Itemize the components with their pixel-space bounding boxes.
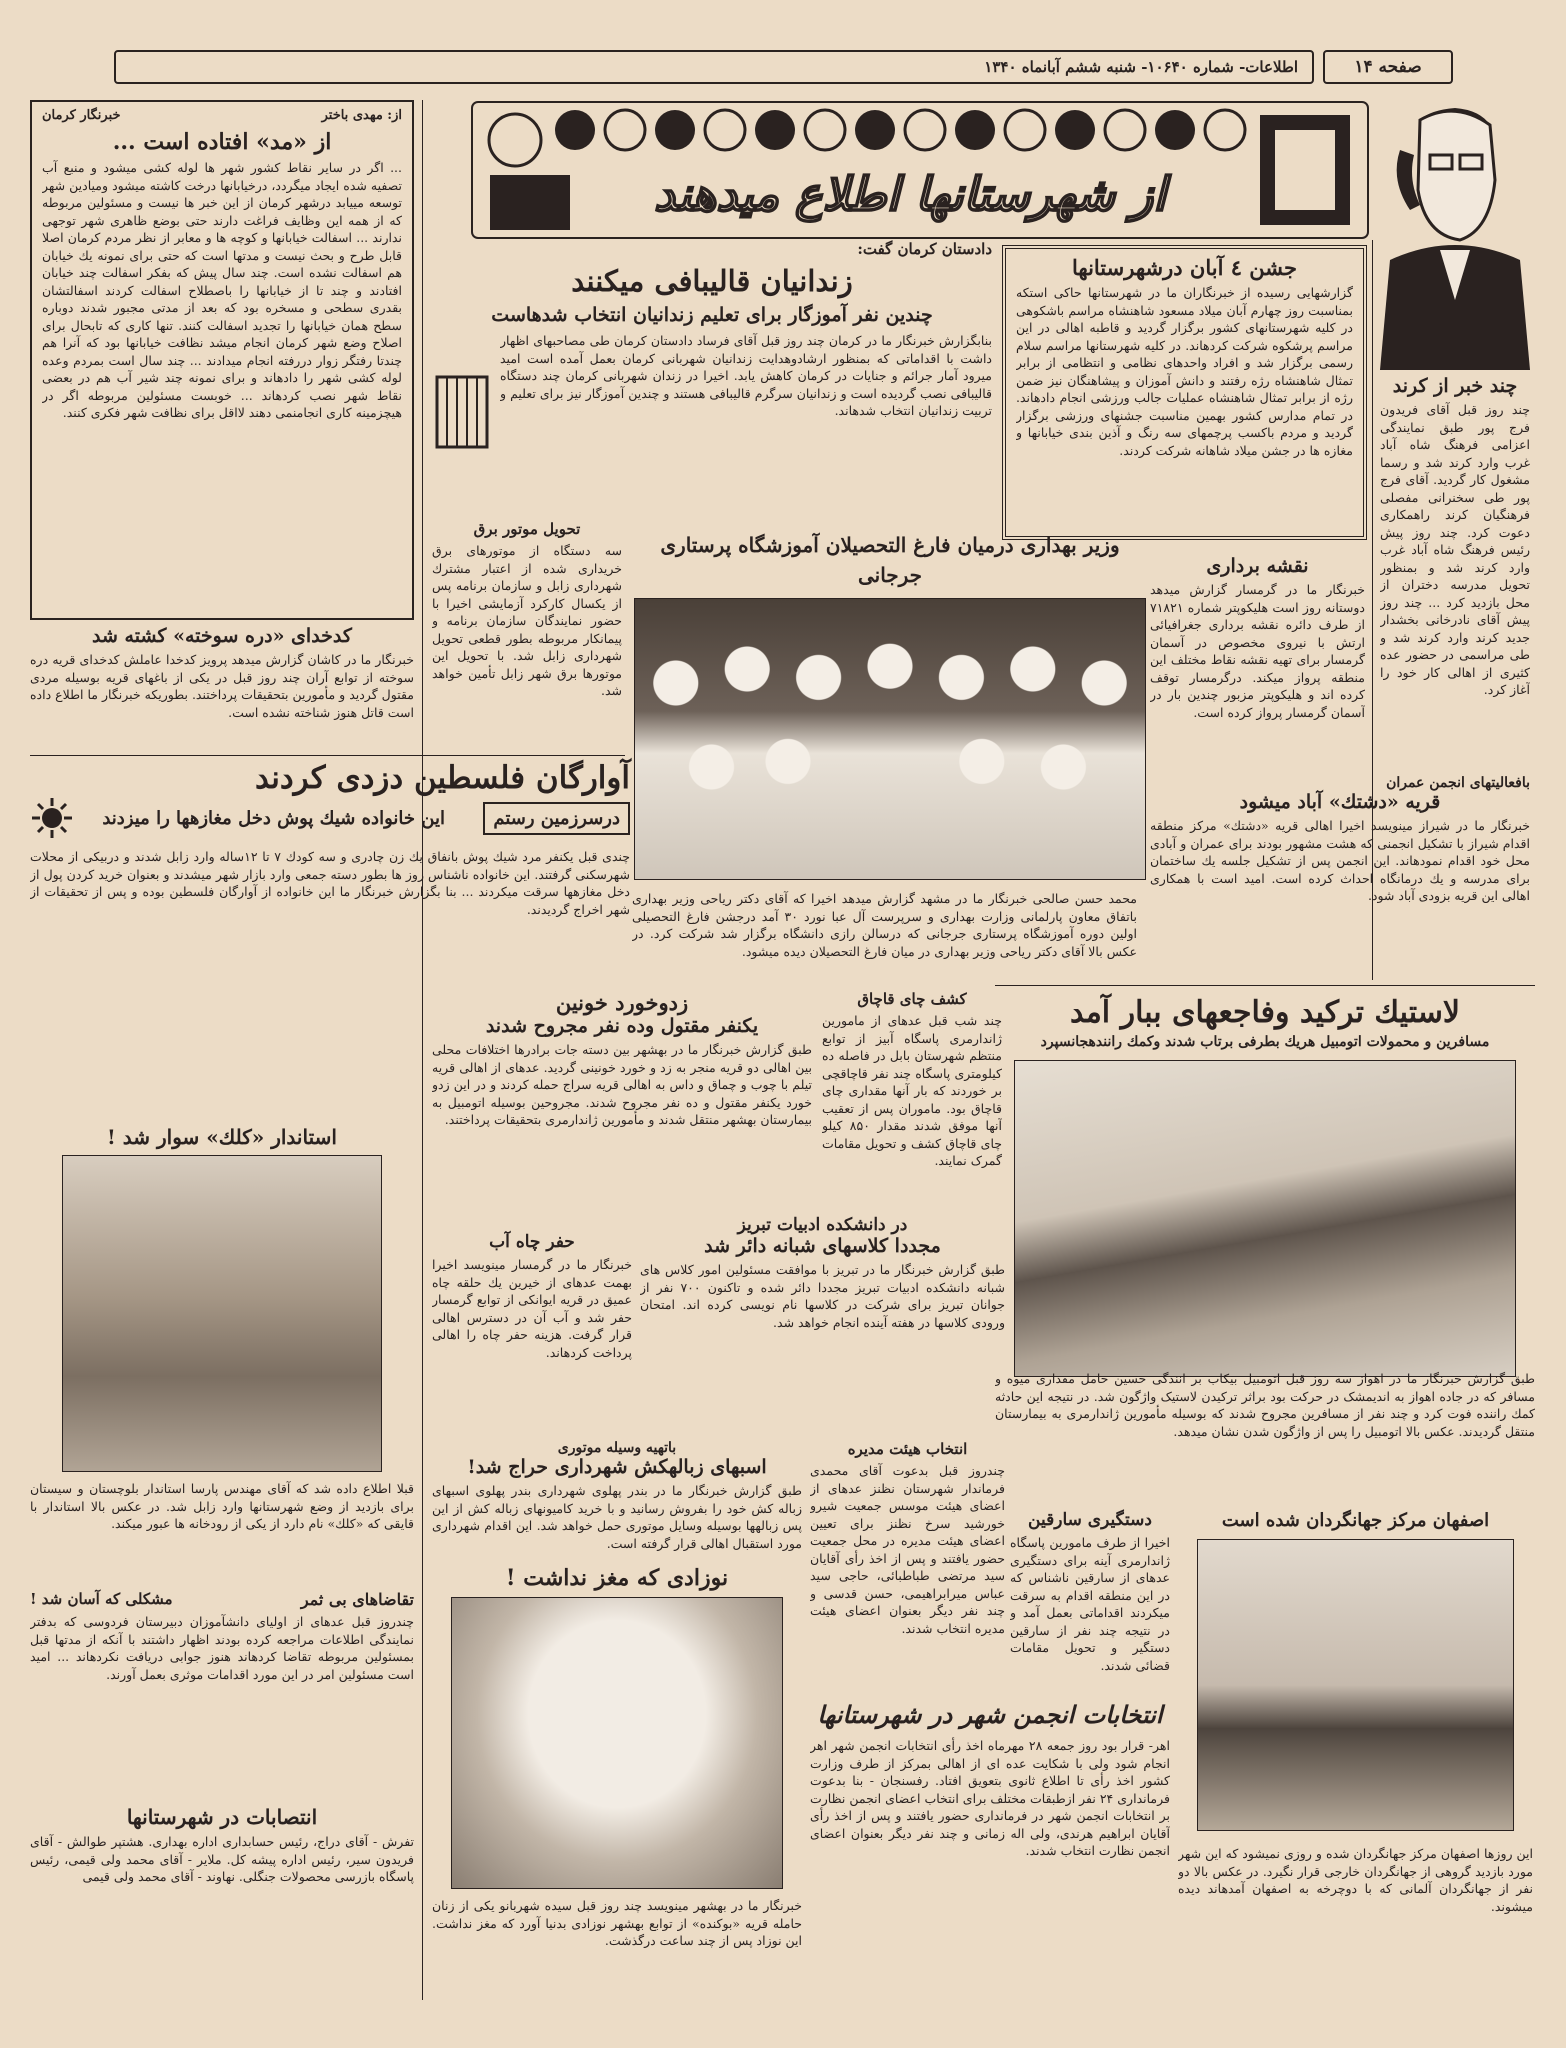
essay-reporter: خبرنگار کرمان xyxy=(42,108,121,123)
election-body: اهر- قرار بود روز جمعه ۲۸ مهرماه اخذ رأی انتخابات انجمن شهر اهر انجام شود ولی با شکایت عده ای از اهالی بمرکز از طرف وزارت کشور اخذ رأی تا اطلاع ثانوی بتعویق افتاد. رفسنجان - بنا بدعوت فرمانداری ۲۴ نفر ازطبقات مختلف برای انتخاب اعضای انجمن نظارت بر انتخابات انجمن شهر در فرمانداری حضور یافتند و پس از اخذ رأی آقایان ابراهیم هرندی، ولی اله زمانی و چند نفر دیگر بعنوان اعضای انجمن نظارت انتخاب شدند. xyxy=(810,1738,1170,1858)
governor-caption: قبلا اطلاع داده شد که آقای مهندس پارسا استاندار بلوچستان و سیستان برای بازدید از وضع شهرستانها وارد زابل شد. در عکس بالا استاندار با قایقی که «کلك» نام دارد از یکی از رودخانه ها عبور میکند. xyxy=(30,1481,414,1531)
village-body: خبرنگار ما در کاشان گزارش میدهد پرویز کدخدا عاملش کدخدای قریه دره سوخته از توابع آران چند روز قبل در یکی از باغهای قریه بوسیله مردی مقتول گردید و مأمورین بتحقیقات پرداختند. بطوریکه خبرنگار ما اطلاع داده است قاتل هنوز شناخته نشده است. xyxy=(30,652,414,720)
festival-body: گزارشهایی رسیده از خبرنگاران ما در شهرستانها حاکی استکه بمناسبت روز چهارم آبان میلاد مسعود شاهنشاه مراسم باشکوهی در کلیه شهرستانهای کشور برگزار گردید و قاطبه اهالی در این مراسم پرشکوه شرکت کردهاند. در کلیه شهرستانها مراسم سلام رسمی برگزار شد و افراد واحدهای نظامی و انتظامی از برابر تمثال شاهنشاه رژه رفتند و دانش آموزان و پیشاهنگان نیز ضمن رژه از برابر تمثال شاهنشاه عملیات جالب ورزشی انجام دادهاند. در تمام مدارس کشور بهمین مناسبت جشنهای ورزشی برگزار گردید و مردم باکسب پرچمهای سه رنگ و آذین بندی خیابانها و مغازه ها در جشن میلاد شاهانه شرکت کردند. xyxy=(1016,285,1353,458)
sun-ornament-icon xyxy=(30,796,74,840)
tabriz-subtitle: مجددا کلاسهای شبانه دائر شد xyxy=(704,1235,941,1257)
accident-title: لاستیك ترکید وفاجعهای ببار آمد xyxy=(1069,995,1460,1030)
issue-line: اطلاعات- شماره ۱۰۶۴۰- شنبه ششم آبانماه ۱۳۴۰ xyxy=(984,58,1298,76)
phone-man-illustration xyxy=(1380,100,1530,370)
essay-author: از: مهدی باختر xyxy=(321,108,402,123)
header-page-number-box xyxy=(1323,50,1453,84)
map-title: نقشه برداری xyxy=(1206,555,1309,577)
baby-photo xyxy=(451,1597,783,1889)
arrest-title: دستگیری سارقین xyxy=(1028,1510,1152,1530)
news-article xyxy=(1380,375,1530,775)
tabriz-title: در دانشکده ادبیات تبریز xyxy=(737,1215,908,1235)
governor-article xyxy=(30,1125,414,1585)
banner xyxy=(470,100,1370,240)
well-title: حفر چاه آب xyxy=(489,1232,575,1252)
motor-title: تحویل موتور برق xyxy=(473,520,581,538)
governor-photo xyxy=(62,1155,382,1472)
election-article xyxy=(810,1700,1170,2005)
accident-photo xyxy=(1014,1060,1516,1377)
appointments-body: تفرش - آقای دراج، رئیس حسابداری اداره بهداری. هشتپر طوالش - آقای فریدون سیر، رئیس اداره پیشه کل. ملایر - آقای محمد ولی قیمی، رئیس پاسگاه بازرسی محصولات جنگلی. نهاوند - آقای محمد ولی قیمی xyxy=(30,1834,414,1884)
map-body: خبرنگار ما در گرمسار گزارش میدهد دوستانه روز است هلیکوپتر شماره ۷۱۸۲۱ از طرف دائره نقشه برداری جغرافیائی ارتش با نیروی مخصوص در آسمان گرمسار برای تهیه نقشه نقاط مختلف این منطقه پرواز میکند. درگرمسار توقف کرده اند و هلیکوپتر مزبور چندین بار در آسمان گرمسار پرواز کرده است. xyxy=(1150,582,1365,720)
essay-box xyxy=(30,100,414,620)
palestine-side-label: درسرزمین رستم xyxy=(483,802,630,835)
telephone-man-icon xyxy=(1380,100,1530,370)
prisoners-title: زندانیان قالیبافی میکنند xyxy=(571,264,853,298)
assoc-title: قریه «دشتك» آباد میشود xyxy=(1239,791,1441,813)
appointments-title: انتصابات در شهرستانها xyxy=(126,1805,318,1829)
essay-body: ... اگر در سایر نقاط کشور شهر ها لوله کشی میشود و منبع آب تصفیه شده ایجاد میگردد، درخیابانها درخت کاشته میشود ومیادین شهر توسعه مییابد درشهر کرمان از این خبر ها نیست و مسئولین مربوطه که از همه این وظایف فراغت دارند حتی بوضع ظاهری شهر توجهی ندارند ... اسفالت خیابانها و کوچه ها و معابر از نظر مردم کرمان اصلا قابل طرح و بحث نیست و مدتها است که حتی برای نمونه یك خیابان هم اسفالت نشده است. چند سال پیش که بفکر اسفالت چند خیابان افتادند و چند تا از خیابانها را باصطلاح اسفالت کردند اسفالتشان بقدری سطحی و مسخره بود که بعد از مدتی مجبور شدند دوباره سطح همان خیابانها را تجدید اسفالت کنند. تنها کاری که تابحال برای اصلاح وضع شهر کرمان انجام میشد نظافت خیابانها بود که آنرا هم چندتا رفتگر زوار دررفته انجام میدادند ... چند سال است بمردم وعده لوله کشی شهر را دادهاند و برای نمونه چند شیر آب هم در بعضی نقاط شهر نصب کردهاند ... خوبست مسئولین مربوطه اگر در هیچزمینه کاری انجامنمی دهند لااقل برای نظافت شهر فکری کنند. xyxy=(42,160,402,420)
garbage-title: اسبهای زبالهکش شهرداری حراج شد! xyxy=(467,1456,767,1478)
arrest-body: اخیرا از طرف مامورین پاسگاه ژاندارمری آینه برای دستگیری عدهای از سارقین ناشناس که در این منطقه اقدام به سرقت میکردند اقداماتی بعمل آمد و در نتیجه چند نفر از سارقین دستگیر و تحویل مقامات قضائی شدند. xyxy=(1010,1535,1170,1673)
bloody-article xyxy=(432,990,812,1230)
smuggle-title: کشف چای قاچاق xyxy=(857,990,967,1008)
assoc-article xyxy=(1150,775,1530,980)
prison-carpet-icon xyxy=(432,372,492,452)
tabriz-article xyxy=(640,1215,1005,1435)
isfahan-article xyxy=(1178,1510,1533,1840)
accident-subtitle: مسافرین و محمولات اتومبیل هریك بطرفی برتاب شدند وکمك رانندهجانسپرد xyxy=(1040,1034,1490,1050)
palestine-title: آوارگان فلسطین دزدی کردند xyxy=(254,760,630,796)
smuggle-article xyxy=(822,990,1002,1215)
isfahan-caption-box xyxy=(1178,1845,1533,2005)
village-article xyxy=(30,625,414,745)
teachers-side: مشکلی که آسان شد ! xyxy=(30,1590,173,1608)
palestine-subtitle: این خانواده شیك پوش دخل مغازهها را میزدند xyxy=(102,807,445,829)
header-issue-box xyxy=(114,50,1314,84)
motor-article xyxy=(432,520,622,760)
palestine-body: چندی قبل یکنفر مرد شیك پوش بانفاق یك زن چادری و سه کودك ۷ تا ۱۲ساله وارد زابل شدند و دربیکی از محلات شهرسکنی گرفتند. این خانواده ناشناس روز ها بطور دسته جمعی وارد بازار شهر میشدند و بعنوان خرید کردن پول از دخل مغازهها سرقت میکردند ... بنا بگزارش خبرنگار ما این خانواده از آوارگان فلسطین بوده و پس از تحقیقات از شهر اخراج گردیدند. xyxy=(30,849,630,917)
nurses-title: وزیر بهداری درمیان فارغ التحصیلان آموزشگاه پرستاری جرجانی xyxy=(660,533,1120,587)
tabriz-body: طبق گزارش خبرنگار ما در تبریز با موافقت مسئولین امور کلاس های شبانه دانشکده ادبیات تبریز مجددا دائر شده و تاکنون ۷۰۰ نفر از جوانان تبریز برای شرکت در کلاسها نام نویسی کرده اند. امتحان ورودی کلاسها در هفته آینده انجام خواهد شد. xyxy=(640,1262,1005,1330)
bloody-body: طبق گزارش خبرنگار ما در بهشهر بین دسته جات برادرها اختلافات محلی بین اهالی دو قریه منجر به زد و خورد خونینی گردید. عدهای از اهالی قریه تیلم با چوب و چماق و داس به اهالی قریه سراج حمله کردند و در این زدو خورد یکنفر مقتول و ده نفر مجروح شدند. مجروحین بوسیله اتومبیل به بیمارستان بهشهر منتقل شدند و مأمورین ژاندارمری بتحقیقات پرداختند. xyxy=(432,1042,812,1127)
prosecutor-label: دادستان کرمان گفت: xyxy=(857,240,992,258)
smuggle-body: چند شب قبل عدهای از مامورین ژاندارمری پاسگاه آبیز از توابع منتظم شهرستان بابل در فاصله ده کیلومتری پاسگاه چند نفر قاچاقچی بر خوردند که بار آنها مقداری چای قاچاق بود. ماموران پس از تعقیب آنها موفق شدند مقدار ۸۵۰ کیلو چای قاچاق کشف و تحویل مقامات گمرک نمایند. xyxy=(822,1013,1002,1168)
board-article xyxy=(810,1440,1005,1700)
bloody-title: زدوخورد خونین xyxy=(555,990,689,1015)
accident-caption-box xyxy=(995,1370,1535,1505)
news-body: چند روز قبل آقای فریدون فرج پور طبق نمایندگی اعزامی فرهنگ شاه آباد غرب وارد کرند شد و رسما مشغول کار گردید. آقای فرج پور طی سخنرانی مفصلی فرهنگیان کرند راهمکاری دعوت کرد. چند روز پیش رئیس فرهنگ شاه آباد غرب وارد کرند شد و بمنظور تحویل مدرسه دختران از محل بازدید کرد ... چند روز پیش آقای نادرخانی بخشدار جدید کرند وارد کرند شد و طی مراسمی در حضور عده کثیری از اهالی کار خود را آغاز کرد. xyxy=(1380,402,1530,697)
village-title: کدخدای «دره سوخته» کشته شد xyxy=(92,625,352,647)
bloody-subtitle: یکنفر مقتول وده نفر مجروح شدند xyxy=(485,1015,759,1037)
nurses-caption-box xyxy=(632,890,1137,985)
baby-title: نوزادی که مغز نداشت ! xyxy=(505,1565,729,1591)
essay-title: از «مد» افتاده است ... xyxy=(112,129,332,155)
nurses-caption: محمد حسن صالحی خبرنگار ما در مشهد گزارش میدهد اخیرا که آقای دکتر ریاحی وزیر بهداری باتفاق معاون پارلمانی وزارت بهداری و سرپرست آل عبا نورد ۳۰ آمد درجشن فارغ التحصیلی اولین دوره آموزشگاه پرستاری جرجانی که درسالن رازی دانشگاه برگزار شد شرکت کرد. در عکس بالا آقای دکتر ریاحی وزیر بهداری در میان فارغ التحصیلان دیده میشود. xyxy=(632,891,1137,959)
prisoners-body: بنابگزارش خبرنگار ما در کرمان چند روز قبل آقای فرساد دادستان کرمان طی مصاحبهای اظهار داشت با اقداماتی که بمنظور ارشادوهدایت زندانیان شهربانی کرمان بعمل آمده است امید میرود آمار جرائم و جنایات در کرمان کاهش یابد. اخیرا در زندان شهربانی کرمان چند دستگاه قالیبافی نصب گردیده است و زندانیان سرگرم قالیبافی هستند و چندین آموزگار نیز برای تعلیم و تربیت زندانیان انتخاب شدهاند. xyxy=(500,333,992,418)
isfahan-title: اصفهان مرکز جهانگردان شده است xyxy=(1221,1510,1490,1531)
baby-caption: خبرنگار ما در بهشهر مینویسد چند روز قبل سیده شهربانو یکی از زنان حامله قریه «بوکنده» از توابع بهشهر نوزادی بدنیا آورد که مغز نداشت. این نوزاد پس از چند ساعت درگذشت. xyxy=(432,1898,802,1948)
garbage-body: طبق گزارش خبرنگار ما در بندر پهلوی شهرداری بندر پهلوی اسبهای زباله کش خود را بفروش رسانید و با خرید کامیونهای زباله کش از این پس زبالهها بوسیله وسایل موتوری حمل خواهد شد. این اقدام شهرداری مورد استقبال اهالی قرار گرفته است. xyxy=(432,1483,802,1551)
motor-body: سه دستگاه از موتورهای برق خریداری شده از اعتبار مشترك شهرداری زابل و سازمان برنامه پس از یکسال کارکرد آزمایشی اخیرا با حضور نمایندگان سازمان برنامه و پیمانکار مربوطه بطور قطعی تحویل شهرداری زابل شد. با تحویل این موتورها برق شهر زابل تأمین خواهد شد. xyxy=(432,543,622,698)
nurses-photo xyxy=(634,598,1146,880)
page-number: صفحه ۱۴ xyxy=(1354,57,1422,77)
assoc-body: خبرنگار ما در شیراز مینویسد اخیرا اهالی قریه «دشتك» مرکز منطقه اقدام شیراز با تشکیل انجمنی که هشت مشهور بودند برای عمران و آبادی محل خود اقدام نمودهاند. این انجمن پس از تشکیل جلسه یك ساختمان برای مدرسه و یك درمانگاه احداث کرده است. امید است با همکاری اهالی این قریه بزودی آباد شود. xyxy=(1150,818,1530,903)
festival-box xyxy=(1002,245,1367,540)
news-title: چند خبر از کرند xyxy=(1392,375,1518,397)
appointments-article xyxy=(30,1805,414,2005)
banner-title: از شهرستانها اطلاع میدهند xyxy=(654,167,1166,221)
election-title: انتخابات انجمن شهر در شهرستانها xyxy=(817,1700,1163,1729)
prisoners-subtitle: چندین نفر آموزگار برای تعلیم زندانیان انتخاب شدهاست xyxy=(491,304,933,326)
well-body: خبرنگار ما در گرمسار مینویسد اخیرا بهمت عدهای از خیرین یك حلقه چاه عمیق در قریه ایوانکی از توابع گرمسار حفر شد و آب آن در دسترس اهالی قرار گرفت. هزینه حفر چاه را اهالی پرداخت کردهاند. xyxy=(432,1257,632,1360)
governor-title: استاندار «کلك» سوار شد ! xyxy=(107,1125,337,1149)
assoc-overline: بافعالیتهای انجمن عمران xyxy=(1386,775,1530,791)
isfahan-caption: این روزها اصفهان مرکز جهانگردان شده و روزی نمیشود که این شهر مورد بازدید گروهی از جهانگردان خارجی قرار نگیرد. در عکس بالا دو نفر از جهانگردان آلمانی که با دوچرخه به اصفهان آمدهاند دیده میشوند. xyxy=(1178,1846,1533,1914)
baby-article xyxy=(432,1565,802,2005)
teachers-body: چندروز قبل عدهای از اولیای دانشآموزان دبیرستان فردوسی که بدفتر نمایندگی اطلاعات مراجعه کرده بودند اظهار داشتند با آنکه از مدتها قبل بمسئولین مربوطه تقاضا کردهاند هنوز جوابی دریافت نکردهاند ... امید است مسئولین امر در این مورد اقدامات موثری بعمل آورند. xyxy=(30,1614,414,1682)
board-title: انتخاب هیئت مدیره xyxy=(847,1440,968,1458)
separator xyxy=(995,985,1535,986)
festival-title: جشن ٤ آبان درشهرستانها xyxy=(1071,255,1298,280)
board-body: چندروز قبل بدعوت آقای محمدی فرماندار شهرستان نظنز عدهای از اعضای هیئت موسس جمعیت شیرو خورشید سرخ نظنز برای تعیین اعضای هیئت مدیره در محل جمعیت حضور یافتند و پس از اخذ رأی آقایان سید مرتضی طباطبائی، حاجی سید عباس میرابراهیمی، حسن قدسی و چند نفر دیگر بعنوان اعضای هیئت مدیره انتخاب شدند. xyxy=(810,1463,1005,1636)
teachers-article xyxy=(30,1590,414,1800)
teachers-title: تقاضاهای بی ثمر xyxy=(300,1590,414,1609)
isfahan-photo xyxy=(1197,1539,1514,1831)
garbage-overline: باتهیه وسیله موتوری xyxy=(557,1440,677,1456)
well-article xyxy=(432,1232,632,1432)
accident-caption: طبق گزارش خبرنگار ما در اهواز سه روز قبل اتومبیل بیکاب بر انندگی حسین حامل مقداری میوه و مسافر که در جاده اهواز به اندیمشک در حرکت بود براثر ترکیدن لاستیک واژگون شد. در نتیجه این حادثه کمك راننده فوت کرد و چند نفر از مسافرین مجروح شدند که بوسیله مأمورین ژاندارمری به بیمارستان منتقل گردیدند. عکس بالا اتومبیل را پس از واژگون شدن نشان میدهد. xyxy=(995,1371,1535,1439)
map-article xyxy=(1150,555,1365,770)
